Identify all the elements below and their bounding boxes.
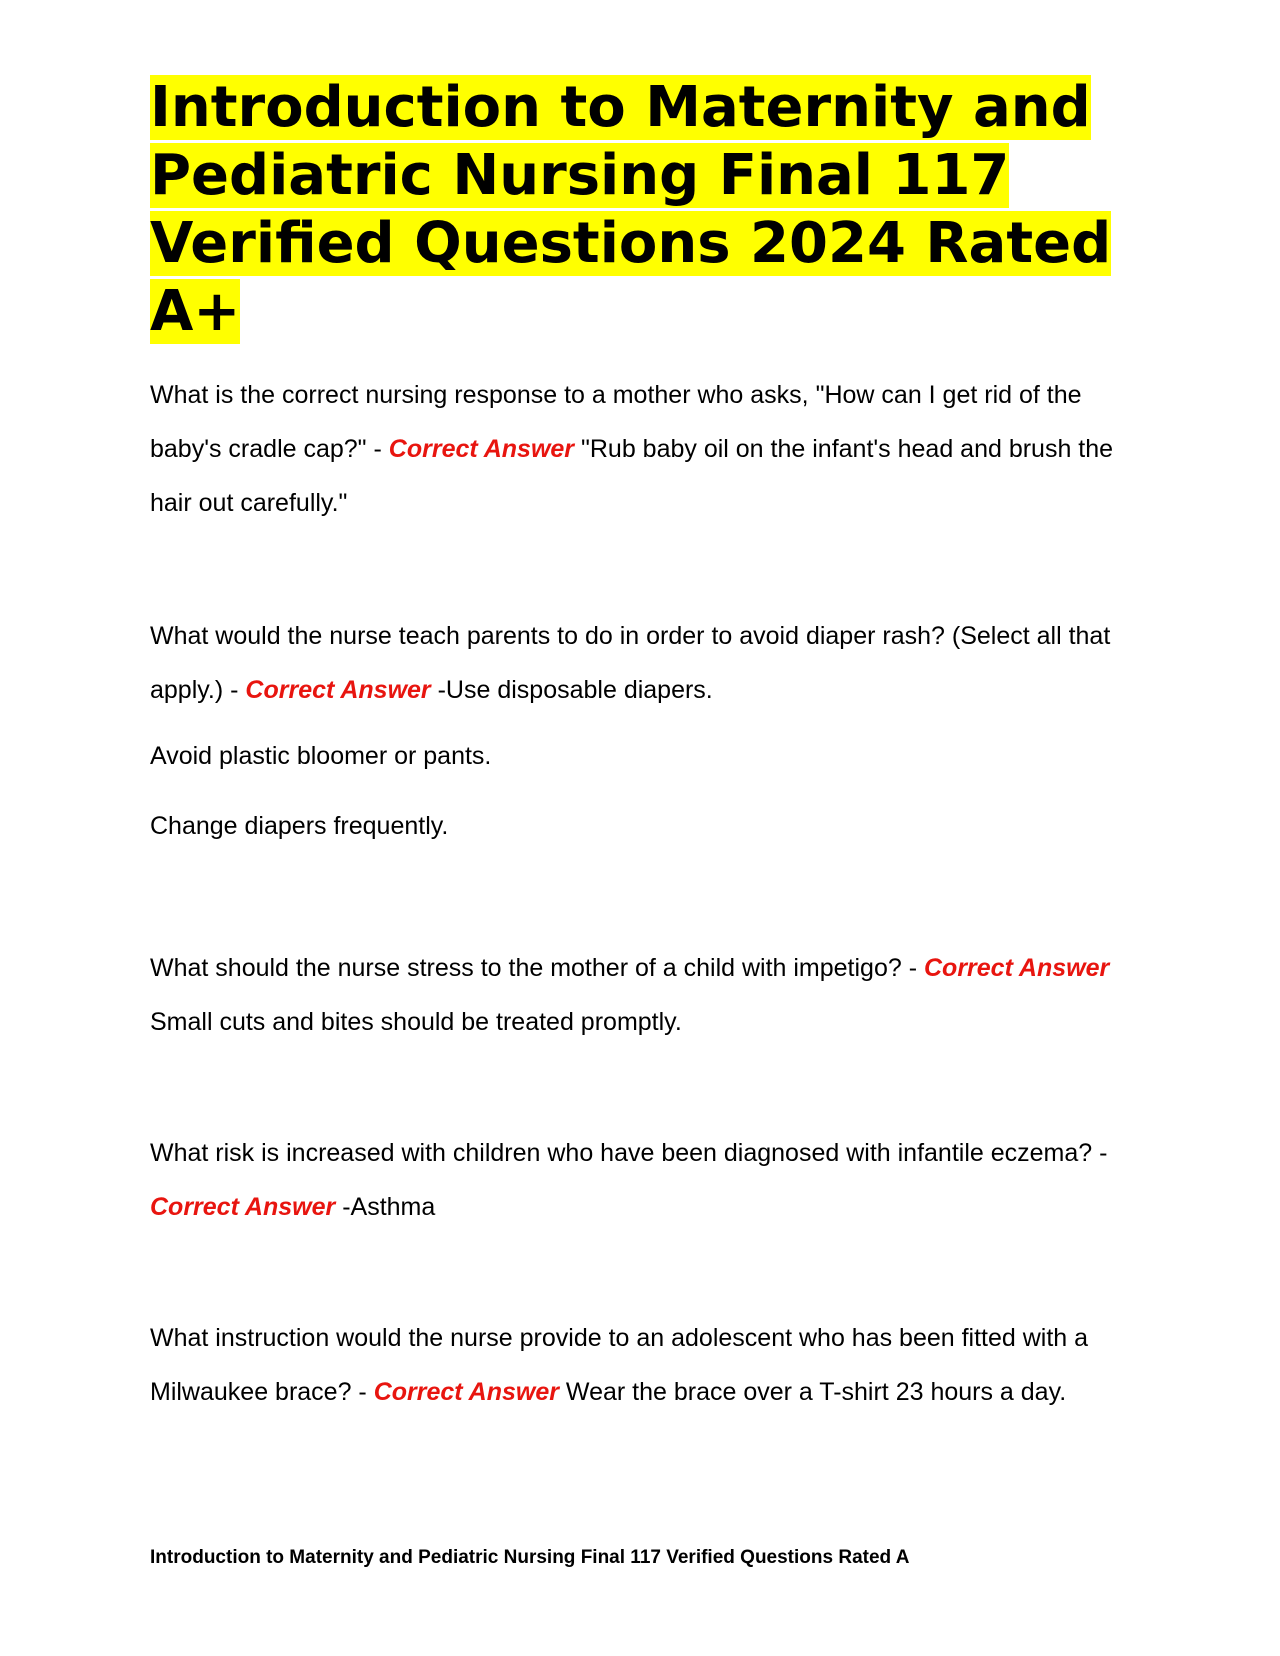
- qa-item-2: [150, 609, 1130, 717]
- correct-answer-label: Correct Answer: [924, 954, 1110, 982]
- document-title: [150, 74, 1130, 346]
- correct-answer-label: Correct Answer: [373, 1378, 559, 1406]
- answer-text: -Use disposable diapers.: [437, 676, 713, 704]
- question-text: What would the nurse teach parents to do in order to avoid diaper rash? (Select all that apply.) -: [150, 622, 1111, 704]
- question-text: What instruction would the nurse provide to an adolescent who has been fitted with a Milwaukee brace? -: [150, 1324, 1089, 1406]
- qa-item-3: [150, 941, 1130, 1049]
- question-text: What risk is increased with children who have been diagnosed with infantile eczema? -: [150, 1139, 1108, 1167]
- answer-text: "Rub baby oil on the infant's head and brush the hair out carefully.": [150, 435, 1114, 517]
- correct-answer-label: Correct Answer: [388, 435, 575, 463]
- answer-extra-line: Change diapers frequently.: [150, 812, 449, 840]
- correct-answer-label: Correct Answer: [150, 1193, 336, 1221]
- correct-answer-label: Correct Answer: [245, 676, 431, 704]
- title-highlight: Introduction to Maternity and Pediatric Nursing Final 117 Verified Questions 2024 Rated A+: [150, 75, 1112, 344]
- answer-text: Wear the brace over a T-shirt 23 hours a day.: [565, 1378, 1067, 1406]
- document-content: [150, 74, 1130, 1419]
- question-text: What is the correct nursing response to a mother who asks, "How can I get rid of the baby's cradle cap?" -: [150, 381, 1082, 463]
- qa-item-1: [150, 368, 1130, 530]
- answer-text: -Asthma: [342, 1193, 436, 1221]
- page-footer: Introduction to Maternity and Pediatric Nursing Final 117 Verified Questions Rated A: [150, 1547, 910, 1568]
- question-text: What should the nurse stress to the mother of a child with impetigo? -: [150, 954, 918, 982]
- qa-item-5: [150, 1311, 1130, 1419]
- answer-text: Small cuts and bites should be treated promptly.: [150, 1008, 682, 1036]
- qa-item-4: [150, 1126, 1130, 1234]
- answer-extra-line: Avoid plastic bloomer or pants.: [150, 742, 492, 770]
